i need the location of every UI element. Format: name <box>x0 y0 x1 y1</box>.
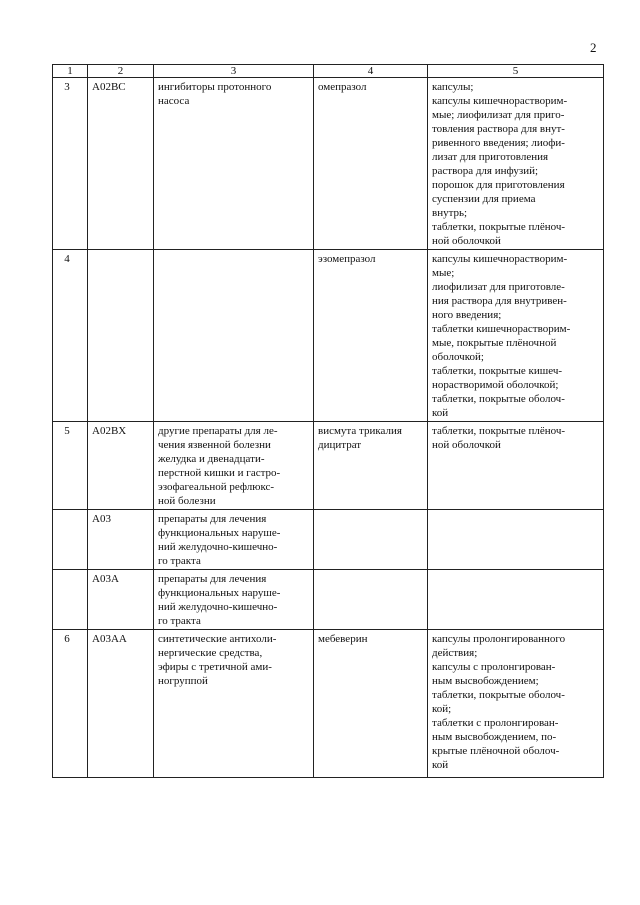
drug-line: дицитрат <box>318 439 362 451</box>
form-line: кой <box>432 407 449 419</box>
form-line: ным высвобождением, по- <box>432 731 557 743</box>
form-line: раствора для инфузий; <box>432 165 539 177</box>
form-line: таблетки кишечнорастворим- <box>432 323 571 335</box>
drug-name <box>314 630 428 778</box>
drug-name <box>314 250 428 422</box>
form-line: таблетки, покрытые оболоч- <box>432 689 565 701</box>
dosage-forms <box>428 570 604 630</box>
atc-code: A02BX <box>88 422 154 510</box>
form-line: капсулы; <box>432 81 474 93</box>
group-line: синтетические антихоли- <box>158 633 277 645</box>
drug-name <box>314 422 428 510</box>
table-row <box>53 78 604 250</box>
form-line: действия; <box>432 647 478 659</box>
dosage-forms <box>428 510 604 570</box>
form-line: крытые плёночной оболоч- <box>432 745 560 757</box>
group-line: ингибиторы протонного <box>158 81 272 93</box>
form-line: суспензии для приема <box>432 193 536 205</box>
form-line: капсулы пролонгированного <box>432 633 566 645</box>
group-line: желудка и двенадцати- <box>158 453 265 465</box>
group-line: ногруппой <box>158 675 208 687</box>
drug-name <box>314 78 428 250</box>
table-row <box>53 570 604 630</box>
header-row <box>53 65 604 78</box>
form-line: капсулы кишечнорастворим- <box>432 95 568 107</box>
form-line: ривенного введения; лиофи- <box>432 137 565 149</box>
form-line: товления раствора для внут- <box>432 123 565 135</box>
group-line: ний желудочно-кишечно- <box>158 541 278 553</box>
table-header <box>53 65 604 78</box>
form-line: внутрь; <box>432 207 468 219</box>
table-row <box>53 510 604 570</box>
anatomical-group <box>154 570 314 630</box>
anatomical-group <box>154 510 314 570</box>
group-line: го тракта <box>158 615 201 627</box>
row-number: 3 <box>53 78 88 250</box>
row-number <box>53 510 88 570</box>
group-line: препараты для лечения <box>158 573 267 585</box>
group-line: го тракта <box>158 555 201 567</box>
form-line: мые, покрытые плёночной <box>432 337 557 349</box>
form-line: порошок для приготовления <box>432 179 565 191</box>
form-line: норастворимой оболочкой; <box>432 379 559 391</box>
atc-code: A02BC <box>88 78 154 250</box>
group-line: ний желудочно-кишечно- <box>158 601 278 613</box>
form-line: капсулы кишечнорастворим- <box>432 253 568 265</box>
form-line: кой <box>432 759 449 771</box>
form-line: оболочкой; <box>432 351 484 363</box>
header-col-3: 3 <box>154 65 314 78</box>
drug-name <box>314 570 428 630</box>
table-row <box>53 630 604 778</box>
dosage-forms <box>428 630 604 778</box>
group-line: функциональных наруше- <box>158 587 281 599</box>
header-col-1: 1 <box>53 65 88 78</box>
dosage-forms <box>428 78 604 250</box>
group-line: эзофагеальной рефлюкс- <box>158 481 275 493</box>
row-number: 5 <box>53 422 88 510</box>
group-line: перстной кишки и гастро- <box>158 467 281 479</box>
header-col-4: 4 <box>314 65 428 78</box>
row-number: 6 <box>53 630 88 778</box>
row-number: 4 <box>53 250 88 422</box>
header-col-2: 2 <box>88 65 154 78</box>
page-number: 2 <box>590 40 597 55</box>
form-line: мые; лиофилизат для приго- <box>432 109 565 121</box>
form-line: таблетки с пролонгирован- <box>432 717 559 729</box>
anatomical-group <box>154 78 314 250</box>
group-line: насоса <box>158 95 190 107</box>
group-line: эфиры с третичной ами- <box>158 661 272 673</box>
dosage-forms <box>428 250 604 422</box>
row-number <box>53 570 88 630</box>
atc-code: A03 <box>88 510 154 570</box>
form-line: кой; <box>432 703 452 715</box>
group-line: нергические средства, <box>158 647 263 659</box>
form-line: ной оболочкой <box>432 439 501 451</box>
form-line: ной оболочкой <box>432 235 501 247</box>
form-line: лизат для приготовления <box>432 151 549 163</box>
form-line: капсулы с пролонгирован- <box>432 661 556 673</box>
group-line: ной болезни <box>158 495 216 507</box>
drug-line: мебеверин <box>318 633 368 645</box>
form-line: ным высвобождением; <box>432 675 539 687</box>
atc-code: A03A <box>88 570 154 630</box>
form-line: ного введения; <box>432 309 502 321</box>
form-line: таблетки, покрытые плёноч- <box>432 425 566 437</box>
table-row <box>53 250 604 422</box>
atc-code <box>88 250 154 422</box>
anatomical-group <box>154 422 314 510</box>
table-row <box>53 422 604 510</box>
form-line: таблетки, покрытые плёноч- <box>432 221 566 233</box>
form-line: таблетки, покрытые кишеч- <box>432 365 563 377</box>
anatomical-group <box>154 630 314 778</box>
drug-line: омепразол <box>318 81 367 93</box>
drug-table <box>52 64 604 778</box>
drug-name <box>314 510 428 570</box>
group-line: препараты для лечения <box>158 513 267 525</box>
dosage-forms <box>428 422 604 510</box>
form-line: ния раствора для внутривен- <box>432 295 567 307</box>
group-line: функциональных наруше- <box>158 527 281 539</box>
anatomical-group <box>154 250 314 422</box>
header-col-5: 5 <box>428 65 604 78</box>
drug-line: висмута трикалия <box>318 425 402 437</box>
form-line: лиофилизат для приготовле- <box>432 281 565 293</box>
atc-code: A03AA <box>88 630 154 778</box>
table-body <box>53 78 604 778</box>
drug-line: эзомепразол <box>318 253 376 265</box>
group-line: другие препараты для ле- <box>158 425 278 437</box>
form-line: таблетки, покрытые оболоч- <box>432 393 565 405</box>
group-line: чения язвенной болезни <box>158 439 271 451</box>
form-line: мые; <box>432 267 455 279</box>
